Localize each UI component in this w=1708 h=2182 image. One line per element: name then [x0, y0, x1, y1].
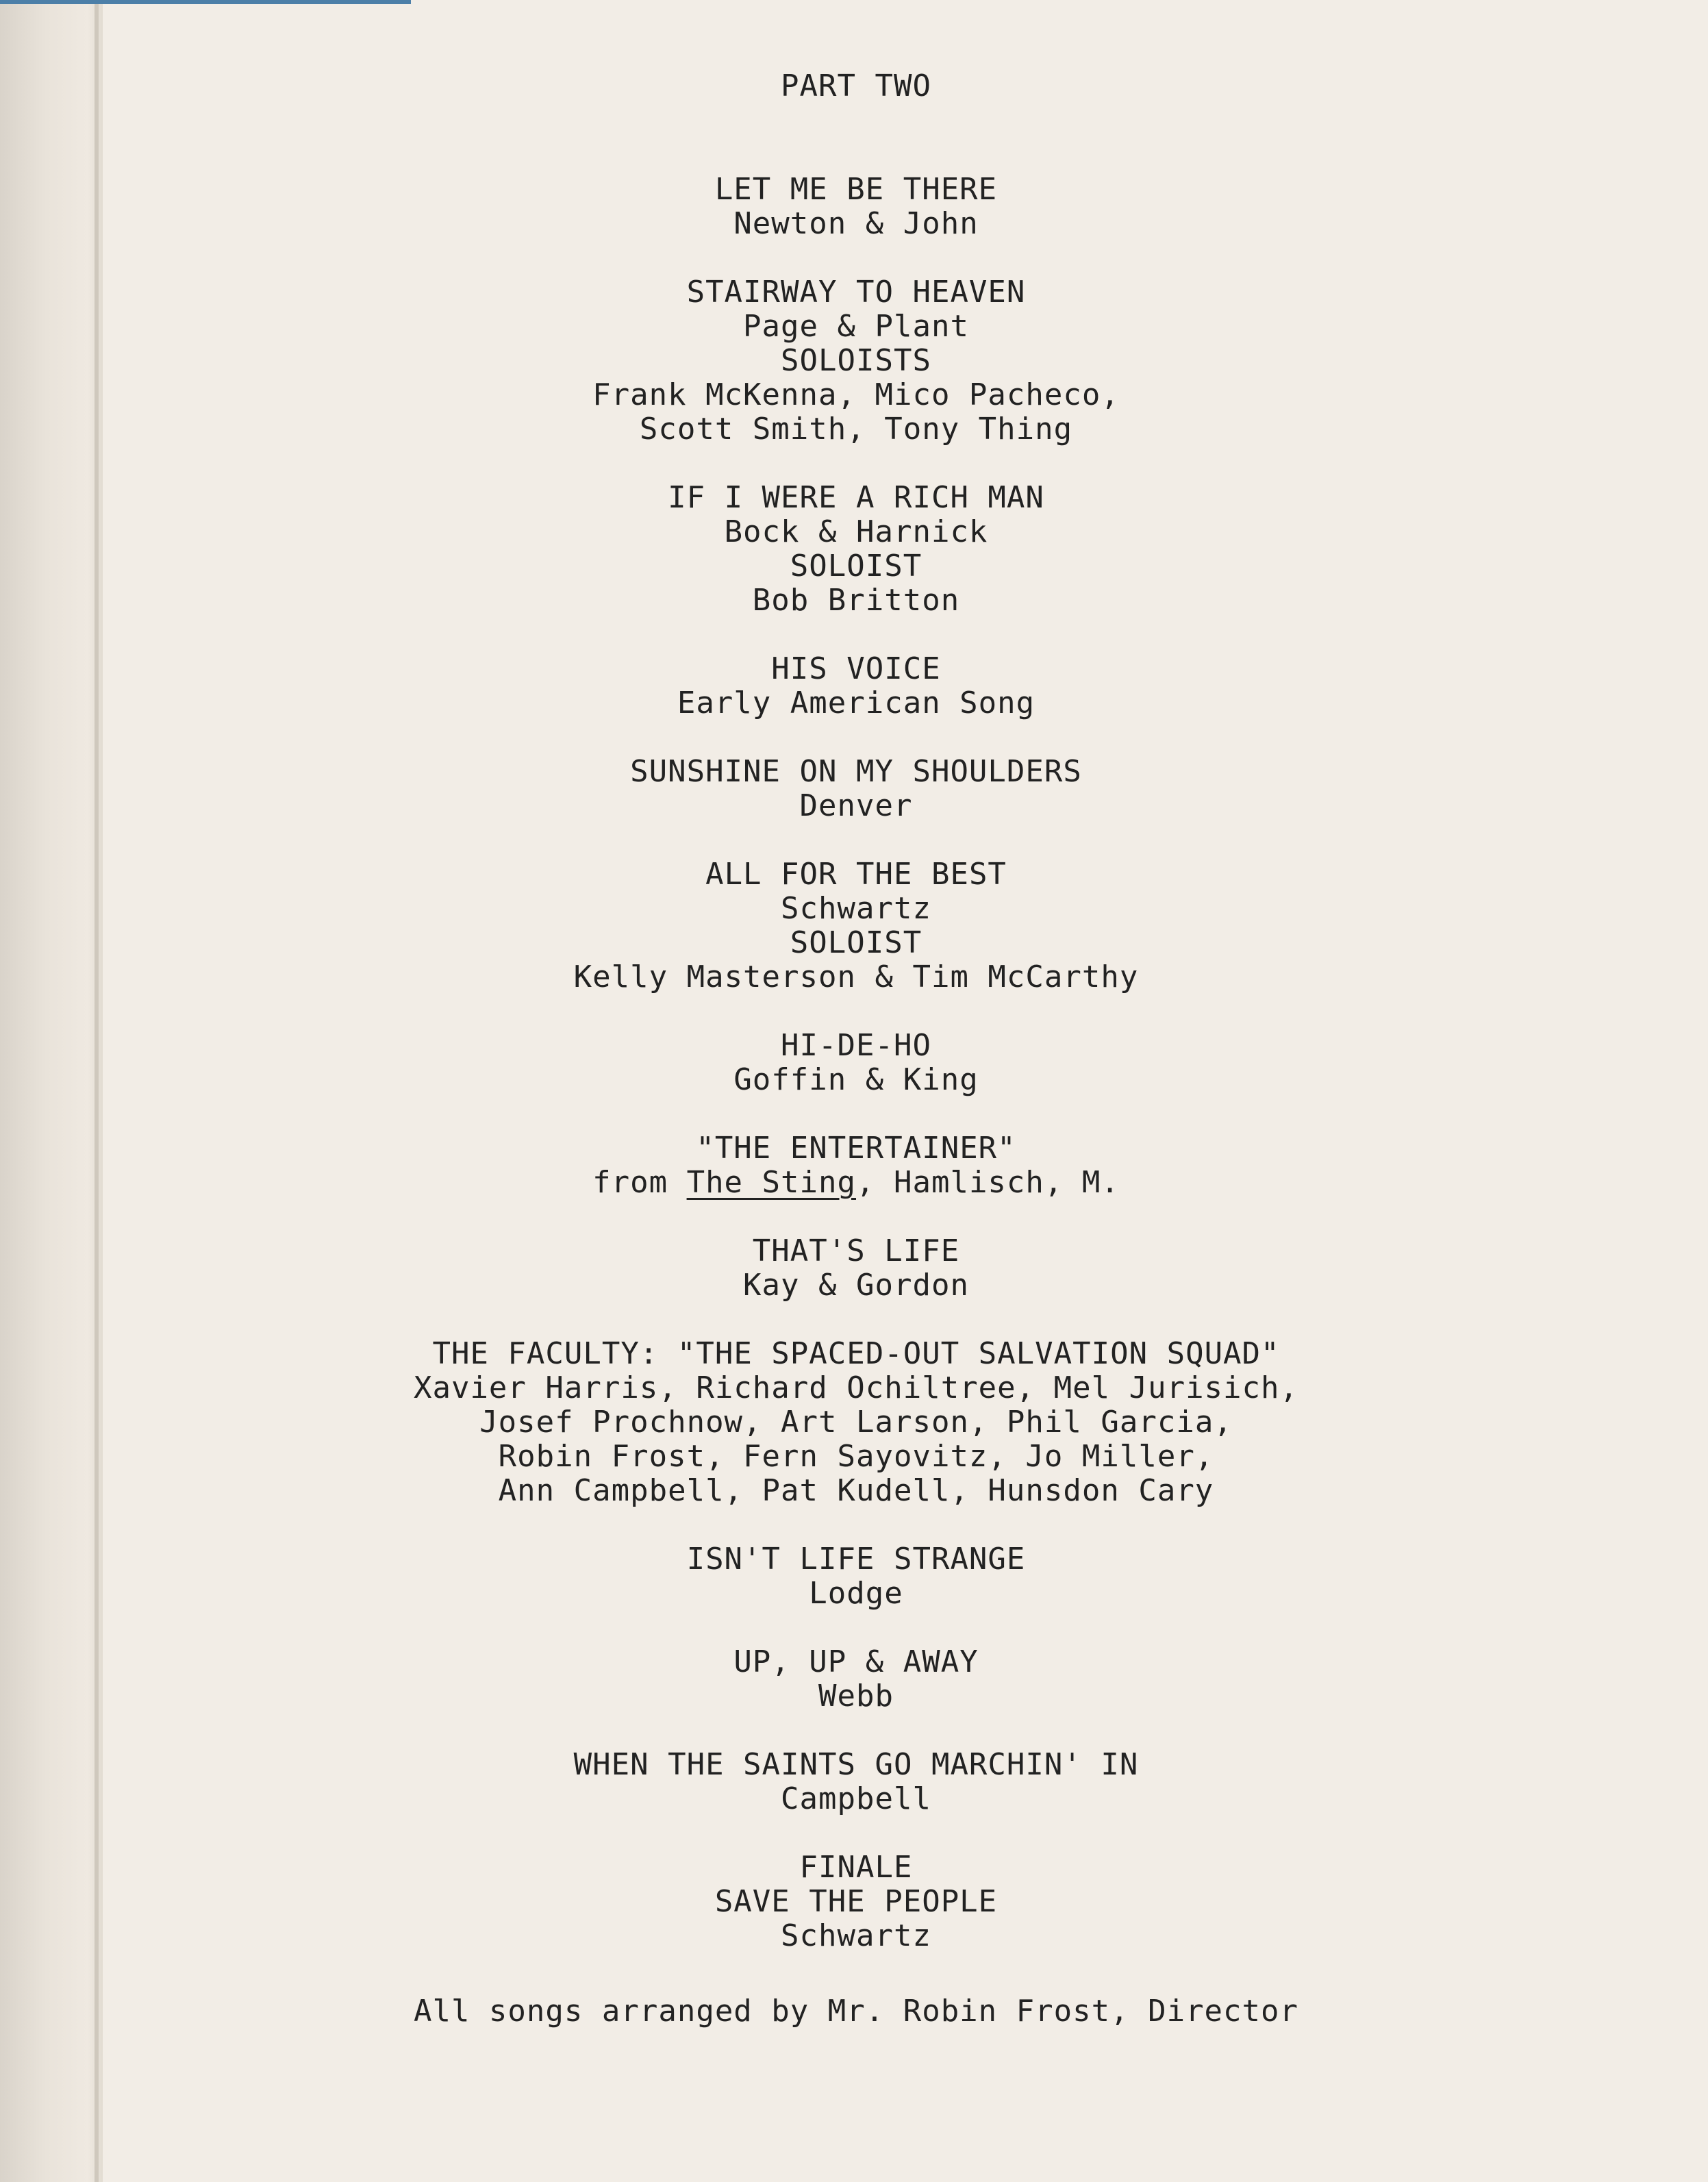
song-title: ISN'T LIFE STRANGE [686, 1542, 1026, 1577]
performer-names: Robin Frost, Fern Sayovitz, Jo Miller, [498, 1439, 1214, 1474]
song-title: "THE ENTERTAINER" [696, 1131, 1016, 1166]
arrangement-credit: All songs arranged by Mr. Robin Frost, Director [413, 1994, 1299, 2029]
song-title: SAVE THE PEOPLE [714, 1884, 998, 1919]
source-from: from [592, 1165, 668, 1200]
song-title: SUNSHINE ON MY SHOULDERS [630, 754, 1082, 789]
song-title: LET ME BE THERE [714, 172, 998, 207]
page-heading: PART TWO [781, 68, 931, 103]
song-composer: Newton & John [733, 206, 979, 241]
song-composer: Schwartz [781, 1918, 931, 1953]
song-composer: Early American Song [677, 686, 1035, 720]
song-title: WHEN THE SAINTS GO MARCHIN' IN [573, 1747, 1139, 1782]
song-composer: Kay & Gordon [743, 1268, 969, 1303]
song-composer: Lodge [809, 1576, 903, 1611]
soloist-label: SOLOIST [790, 549, 922, 584]
song-composer: Campbell [781, 1781, 931, 1816]
soloist-names: Bob Britton [752, 583, 960, 618]
performer-names: Ann Campbell, Pat Kudell, Hunsdon Cary [498, 1473, 1214, 1508]
song-composer: Webb [818, 1679, 894, 1714]
song-composer: Page & Plant [743, 309, 969, 344]
song-title: IF I WERE A RICH MAN [668, 480, 1044, 515]
source-composer: , Hamlisch, M. [856, 1165, 1120, 1200]
song-title: THAT'S LIFE [752, 1233, 960, 1268]
song-title: HIS VOICE [771, 651, 941, 686]
song-composer: Bock & Harnick [724, 514, 988, 549]
finale-label: FINALE [799, 1850, 913, 1885]
song-composer: Goffin & King [733, 1062, 979, 1097]
song-title: HI-DE-HO [781, 1028, 931, 1063]
song-composer: Denver [799, 788, 913, 823]
song-title: ALL FOR THE BEST [705, 857, 1007, 892]
song-composer: Schwartz [781, 891, 931, 926]
song-title: UP, UP & AWAY [733, 1644, 979, 1679]
song-title: STAIRWAY TO HEAVEN [686, 275, 1026, 310]
performer-names: Josef Prochnow, Art Larson, Phil Garcia, [479, 1405, 1233, 1440]
source-show: The Sting [686, 1165, 856, 1200]
performer-names: Xavier Harris, Richard Ochiltree, Mel Jurisich, [413, 1370, 1299, 1405]
soloist-names: Frank McKenna, Mico Pacheco, [592, 377, 1120, 412]
song-source [356, 1166, 1356, 1200]
soloist-names: Kelly Masterson & Tim McCarthy [573, 960, 1139, 994]
soloist-names: Scott Smith, Tony Thing [639, 412, 1073, 447]
song-title: THE FACULTY: "THE SPACED-OUT SALVATION SQUAD" [432, 1336, 1280, 1371]
soloist-label: SOLOIST [790, 925, 922, 960]
soloist-label: SOLOISTS [781, 343, 931, 378]
